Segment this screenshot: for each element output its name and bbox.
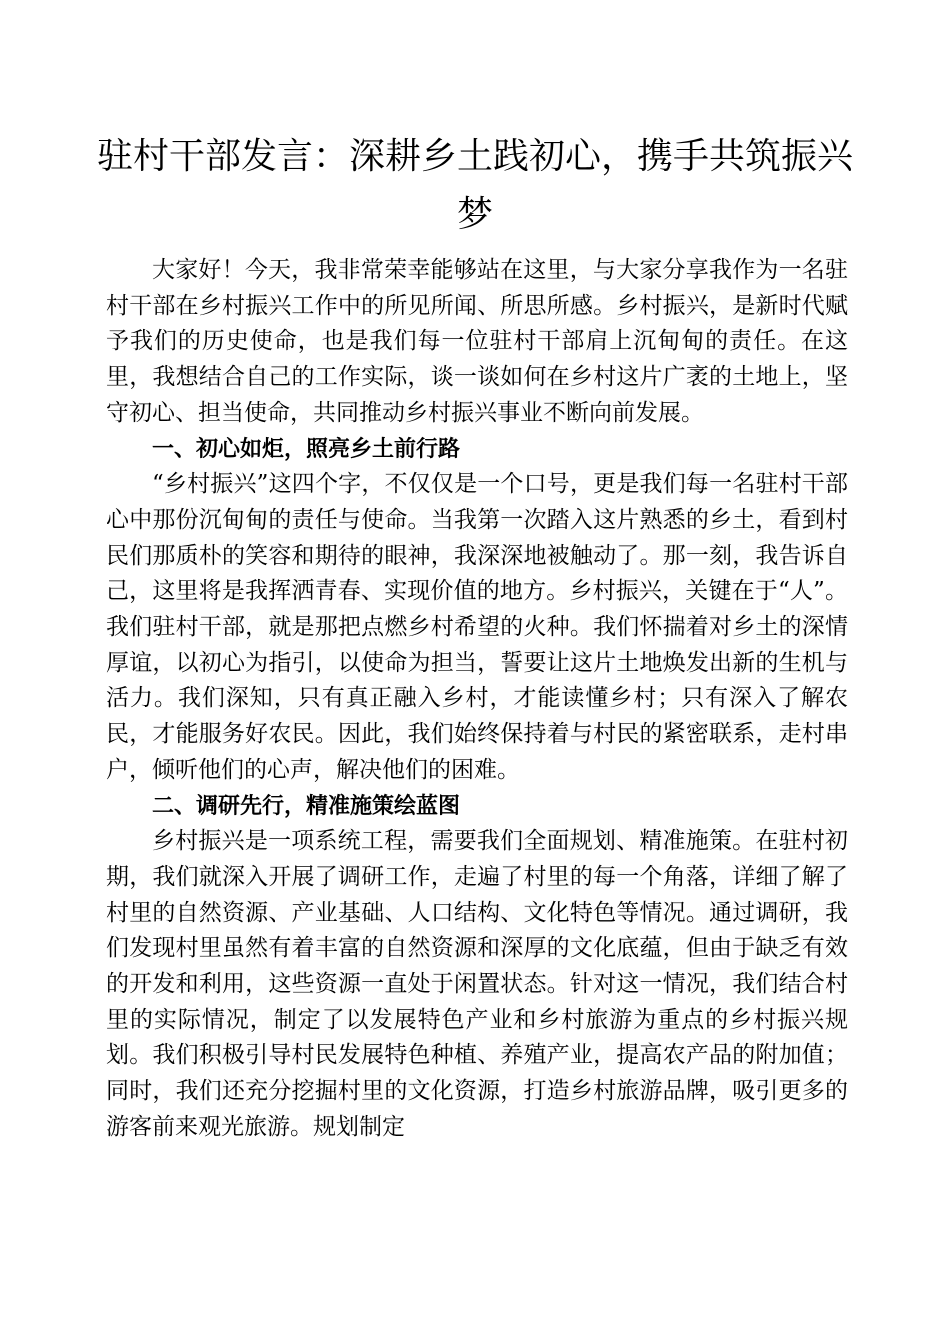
section-heading-2: 二、调研先行，精准施策绘蓝图 xyxy=(152,793,461,819)
document-body xyxy=(106,253,848,1146)
section-1-paragraph: “乡村振兴”这四个字，不仅仅是一个口号，更是我们每一名驻村干部心中那份沉甸甸的责任与使命。当我第一次踏入这片熟悉的乡土，看到村民们那质朴的笑容和期待的眼神，我深深地被触动了。那一刻，我告诉自己，这里将是我挥洒青春、实现价值的地方。乡村振兴，关键在于“人”。我们驻村干部，就是那把点燃乡村希望的火种。我们怀揣着对乡土的深情厚谊，以初心为指引，以使命为担当，誓要让这片土地焕发出新的生机与活力。我们深知，只有真正融入乡村，才能读懂乡村；只有深入了解农民，才能服务好农民。因此，我们始终保持着与村民的紧密联系，走村串户，倾听他们的心声，解决他们的困难。 xyxy=(106,471,848,783)
section-heading-1: 一、初心如炬，照亮乡土前行路 xyxy=(152,436,461,462)
section-2-paragraph: 乡村振兴是一项系统工程，需要我们全面规划、精准施策。在驻村初期，我们就深入开展了调研工作，走遍了村里的每一个角落，详细了解了村里的自然资源、产业基础、人口结构、文化特色等情况。通过调研，我们发现村里虽然有着丰富的自然资源和深厚的文化底蕴，但由于缺乏有效的开发和利用，这些资源一直处于闲置状态。针对这一情况，我们结合村里的实际情况，制定了以发展特色产业和乡村旅游为重点的乡村振兴规划。我们积极引导村民发展特色种植、养殖产业，提高农产品的附加值；同时，我们还充分挖掘村里的文化资源，打造乡村旅游品牌，吸引更多的游客前来观光旅游。规划制定 xyxy=(106,828,848,1140)
document-title: 驻村干部发言：深耕乡土践初心，携手共筑振兴梦 xyxy=(96,136,853,235)
intro-paragraph: 大家好！今天，我非常荣幸能够站在这里，与大家分享我作为一名驻村干部在乡村振兴工作中的所见所闻、所思所感。乡村振兴，是新时代赋予我们的历史使命，也是我们每一位驻村干部肩上沉甸甸的责任。在这里，我想结合自己的工作实际，谈一谈如何在乡村这片广袤的土地上，坚守初心、担当使命，共同推动乡村振兴事业不断向前发展。 xyxy=(106,257,848,426)
